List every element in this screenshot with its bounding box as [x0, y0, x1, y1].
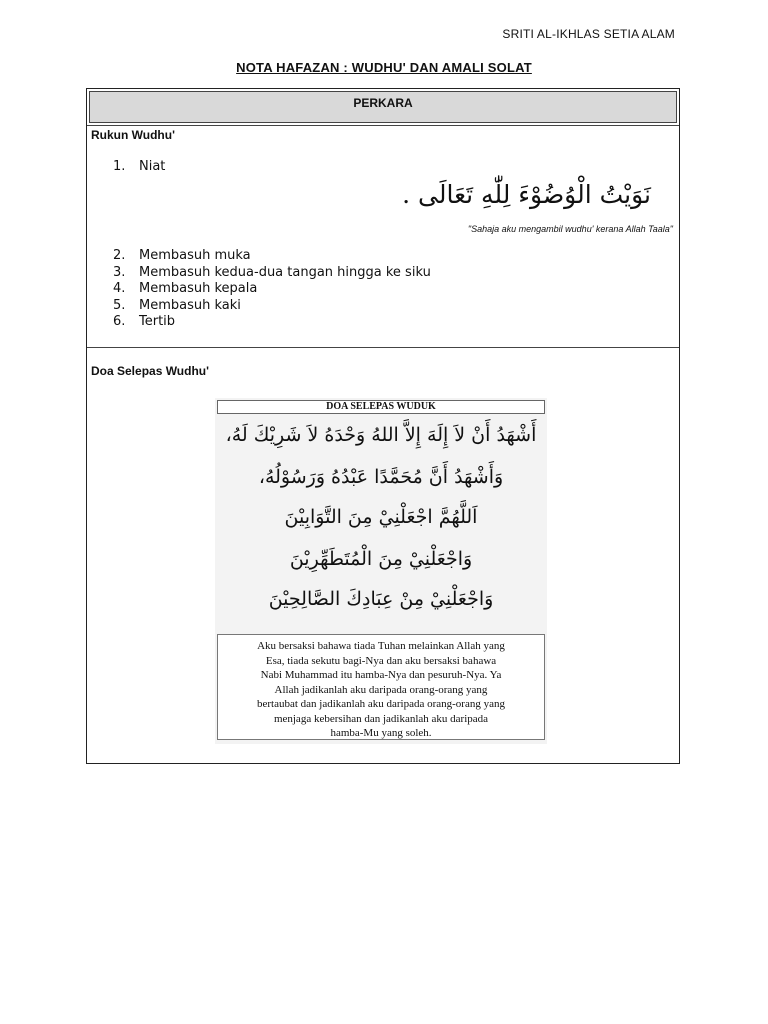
- translation-line: Esa, tiada sekutu bagi-Nya dan aku bersaksi bahawa: [265, 654, 497, 667]
- niat-arabic-text: نَوَيْتُ الْوُضُوْءَ لِلّٰهِ تَعَالَى .: [402, 180, 651, 209]
- translation-line: hamba-Mu yang soleh.: [330, 727, 432, 739]
- list-item-number: 3.: [113, 264, 126, 280]
- translation-line: Allah jadikanlah aku daripada orang-orang yang: [274, 683, 488, 696]
- list-item: [113, 248, 431, 265]
- school-name: SRITI AL-IKHLAS SETIA ALAM: [502, 27, 675, 41]
- list-item-number: 2.: [113, 248, 126, 263]
- doa-malay-translation: [217, 634, 545, 740]
- doa-arabic-line: وَأَشْهَدُ أَنَّ مُحَمَّدًا عَبْدُهُ وَرَسُوْلُهُ،: [258, 466, 504, 488]
- translation-line: bertaubat dan jadikanlah aku daripada orang-orang yang: [256, 698, 505, 710]
- list-item-text: Tertib: [139, 314, 176, 329]
- doa-arabic-line: أَشْهَدُ أَنْ لاَ إِلَهَ إِلاَّ اللهُ وَحْدَهُ لاَ شَرِيْكَ لَهُ،: [225, 424, 537, 446]
- list-item-text: Membasuh kepala: [139, 281, 258, 296]
- list-item-text: Membasuh muka: [139, 248, 251, 263]
- rukun-wudhu-title: Rukun Wudhu': [91, 128, 175, 142]
- list-item-text: Niat: [139, 159, 166, 174]
- doa-image-panel: [215, 398, 547, 744]
- translation-line: Aku bersaksi bahawa tiada Tuhan melainkan Allah yang: [257, 640, 505, 652]
- list-item-number: 5.: [113, 297, 126, 313]
- notes-table: [86, 88, 680, 764]
- list-item-text: Membasuh kedua-dua tangan hingga ke siku: [139, 264, 431, 280]
- document-title: NOTA HAFAZAN : WUDHU' DAN AMALI SOLAT: [236, 60, 532, 75]
- rukun-items-list: [113, 248, 431, 331]
- doa-title: Doa Selepas Wudhu': [91, 364, 209, 378]
- translation-line: menjaga kebersihan dan jadikanlah aku daripada: [273, 712, 489, 725]
- list-item-number: 1.: [113, 159, 126, 174]
- list-item-number: 6.: [113, 314, 126, 329]
- doa-box-title: DOA SELEPAS WUDUK: [217, 400, 545, 414]
- list-item: [113, 298, 431, 315]
- rukun-wudhu-section: [87, 125, 679, 347]
- rukun-first-item: [113, 159, 165, 176]
- list-item-text: Membasuh kaki: [139, 297, 241, 313]
- niat-translation: "Sahaja aku mengambil wudhu' kerana Allah Taala": [467, 224, 673, 234]
- doa-arabic-line: اَللَّهُمَّ اجْعَلْنِيْ مِنَ التَّوَابِيْنَ: [284, 506, 478, 528]
- list-item: [113, 314, 431, 331]
- doa-selepas-wudhu-section: [87, 347, 679, 763]
- list-item: [113, 265, 431, 282]
- list-item: [113, 281, 431, 298]
- translation-line: Nabi Muhammad itu hamba-Nya dan pesuruh-Nya. Ya: [260, 669, 502, 681]
- list-item: [113, 159, 165, 176]
- doa-arabic-line: وَاجْعَلْنِيْ مِنْ عِبَادِكَ الصَّالِحِيْنَ: [268, 588, 494, 610]
- list-item-number: 4.: [113, 281, 126, 296]
- table-header-perkara: PERKARA: [89, 91, 677, 123]
- doa-arabic-line: وَاجْعَلْنِيْ مِنَ الْمُتَطَهِّرِيْنَ: [289, 548, 473, 570]
